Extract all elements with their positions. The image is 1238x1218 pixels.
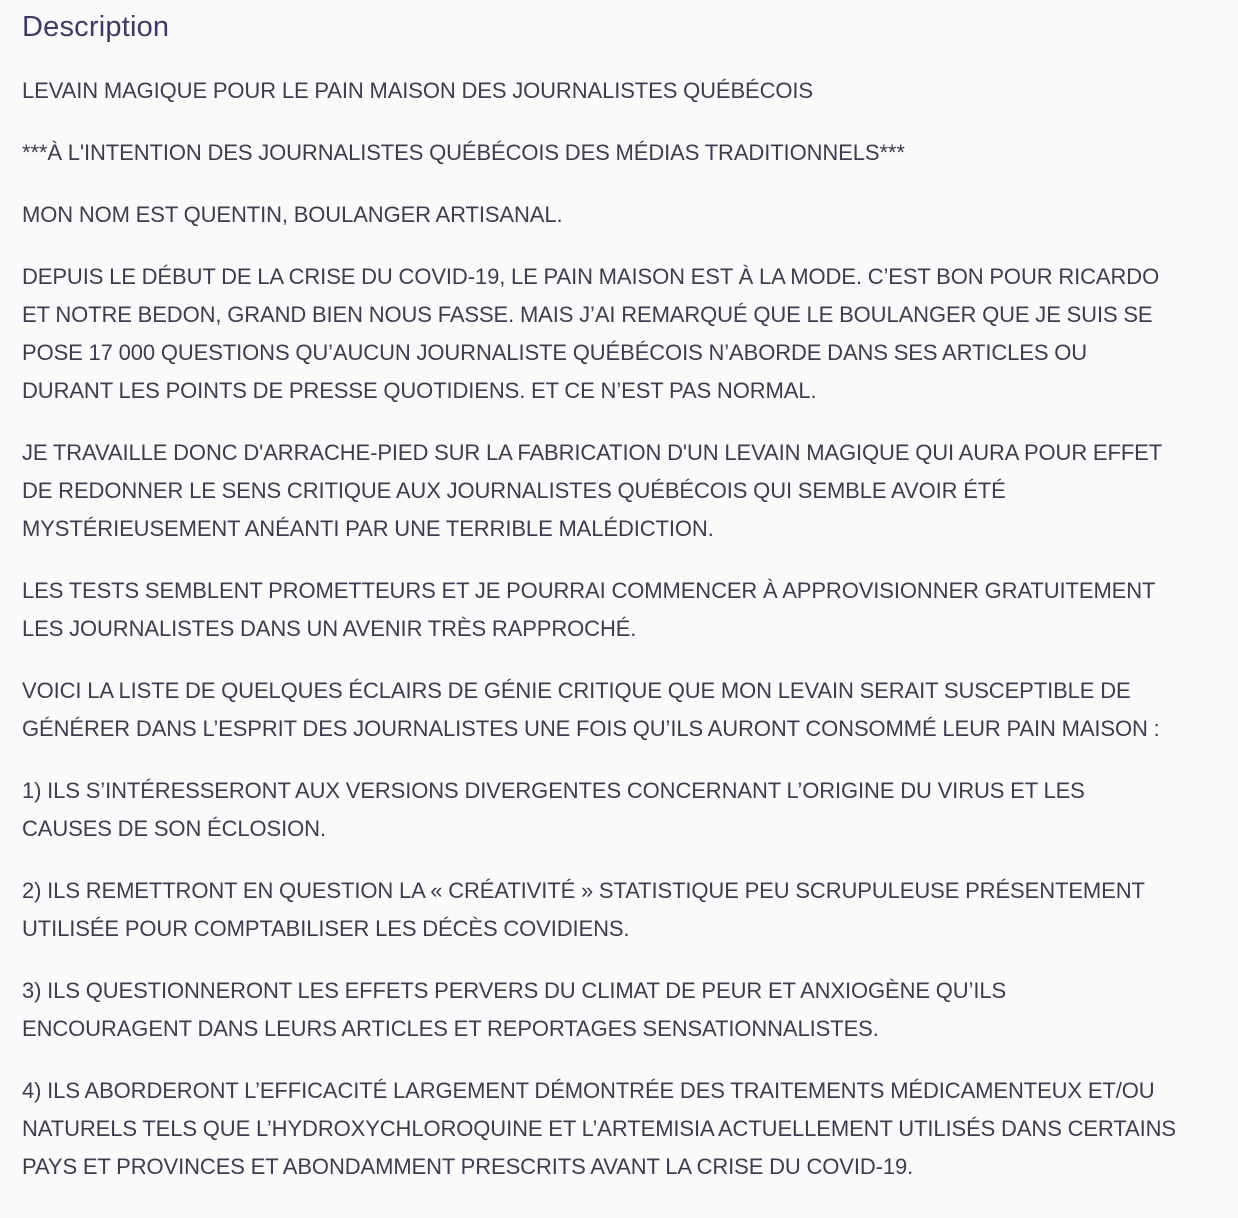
description-list-item-1: 1) ILS S’INTÉRESSERONT AUX VERSIONS DIVERGENTES CONCERNANT L’ORIGINE DU VIRUS ET LES CAUSES DE SON ÉCLOSION. [22,778,1085,841]
description-paragraph-list-intro: VOICI LA LISTE DE QUELQUES ÉCLAIRS DE GÉNIE CRITIQUE QUE MON LEVAIN SERAIT SUSCEPTIBLE DE GÉNÉRER DANS L’ESPRIT DES JOURNALISTES UNE FOIS QU’ILS AURONT CONSOMMÉ LEUR PAIN MAISON : [22,678,1160,741]
description-paragraph-context: DEPUIS LE DÉBUT DE LA CRISE DU COVID-19, LE PAIN MAISON EST À LA MODE. C’EST BON POUR RICARDO ET NOTRE BEDON, GRAND BIEN NOUS FASSE. MAIS J’AI REMARQUÉ QUE LE BOULANGER QUE JE SUIS SE POSE 17 000 QUESTIONS QU’AUCUN JOURNALISTE QUÉBÉCOIS N’ABORDE DANS SES ARTICLES OU DURANT LES POINTS DE PRESSE QUOTIDIENS. ET CE N’EST PAS NORMAL. [22,264,1160,403]
description-paragraph-audience: ***À L'INTENTION DES JOURNALISTES QUÉBÉCOIS DES MÉDIAS TRADITIONNELS*** [22,140,905,165]
description-body [22,72,1178,1186]
description-paragraph-project: JE TRAVAILLE DONC D'ARRACHE-PIED SUR LA FABRICATION D'UN LEVAIN MAGIQUE QUI AURA POUR EFFET DE REDONNER LE SENS CRITIQUE AUX JOURNALISTES QUÉBÉCOIS QUI SEMBLE AVOIR ÉTÉ MYSTÉRIEUSEMENT ANÉANTI PAR UNE TERRIBLE MALÉDICTION. [22,440,1162,541]
description-paragraph-intro: MON NOM EST QUENTIN, BOULANGER ARTISANAL. [22,202,563,227]
description-paragraph-title: LEVAIN MAGIQUE POUR LE PAIN MAISON DES JOURNALISTES QUÉBÉCOIS [22,78,813,103]
description-paragraph-tests: LES TESTS SEMBLENT PROMETTEURS ET JE POURRAI COMMENCER À APPROVISIONNER GRATUITEMENT LES JOURNALISTES DANS UN AVENIR TRÈS RAPPROCHÉ. [22,578,1155,641]
description-list-item-2: 2) ILS REMETTRONT EN QUESTION LA « CRÉATIVITÉ » STATISTIQUE PEU SCRUPULEUSE PRÉSENTEMENT UTILISÉE POUR COMPTABILISER LES DÉCÈS COVIDIENS. [22,878,1145,941]
description-heading: Description [22,11,170,43]
description-list-item-4: 4) ILS ABORDERONT L’EFFICACITÉ LARGEMENT DÉMONTRÉE DES TRAITEMENTS MÉDICAMENTEUX ET/OU NATURELS TELS QUE L’HYDROXYCHLOROQUINE ET L’ARTEMISIA ACTUELLEMENT UTILISÉS DANS CERTAINS PAYS ET PROVINCES ET ABONDAMMENT PRESCRITS AVANT LA CRISE DU COVID-19. [22,1078,1176,1179]
description-list-item-3: 3) ILS QUESTIONNERONT LES EFFETS PERVERS DU CLIMAT DE PEUR ET ANXIOGÈNE QU’ILS ENCOURAGENT DANS LEURS ARTICLES ET REPORTAGES SENSATIONNALISTES. [22,978,1007,1041]
